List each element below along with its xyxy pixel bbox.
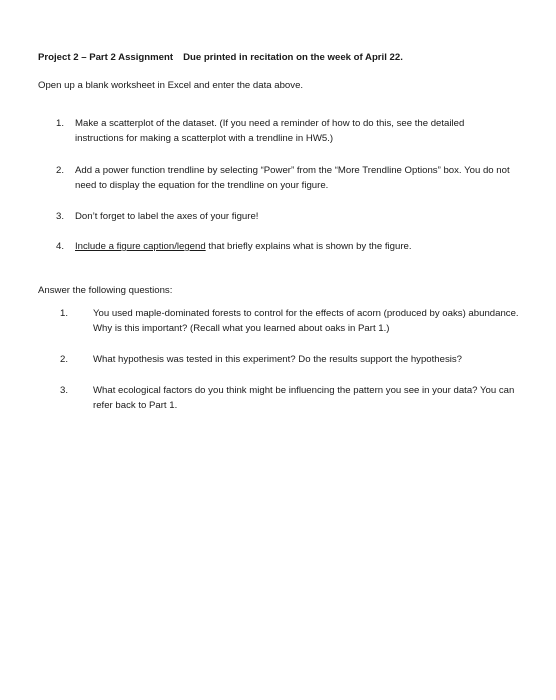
list-item-text: Make a scatterplot of the dataset. (If you need a reminder of how to do this, see the detailed instructions for making a scatterplot with a trendline in HW5.)	[75, 118, 465, 144]
list-item-text	[75, 240, 515, 255]
question-number: 1.	[60, 308, 69, 319]
question-text: What ecological factors do you think might be influencing the pattern you see in your data? You can refer back to Part 1.	[93, 385, 515, 411]
assignment-title: Project 2 – Part 2 Assignment	[38, 52, 174, 63]
list-number: 2.	[56, 165, 65, 176]
list-item-text: Add a power function trendline by selecting “Power” from the “More Trendline Options” box. You do not need to display the equation for the trendline on your figure.	[75, 165, 510, 191]
list-number: 3.	[56, 211, 65, 222]
question-number: 3.	[60, 385, 69, 396]
intro-paragraph: Open up a blank worksheet in Excel and enter the data above.	[38, 80, 304, 91]
list-number: 4.	[56, 241, 65, 252]
answer-heading: Answer the following questions:	[38, 285, 173, 296]
list-item-text-rest: that briefly explains what is shown by the figure.	[205, 241, 412, 252]
due-date-note: Due printed in recitation on the week of April 22.	[183, 52, 403, 63]
question-text: What hypothesis was tested in this experiment? Do the results support the hypothesis?	[93, 354, 463, 365]
assignment-header	[38, 51, 528, 66]
underlined-phrase: Include a figure caption/legend	[75, 241, 206, 252]
question-number: 2.	[60, 354, 69, 365]
question-text: You used maple-dominated forests to control for the effects of acorn (produced by oaks) abundance. Why is this important? (Recall what you learned about oaks in Part 1.)	[93, 308, 519, 334]
list-item-text: Don’t forget to label the axes of your figure!	[75, 211, 259, 222]
list-number: 1.	[56, 118, 65, 129]
